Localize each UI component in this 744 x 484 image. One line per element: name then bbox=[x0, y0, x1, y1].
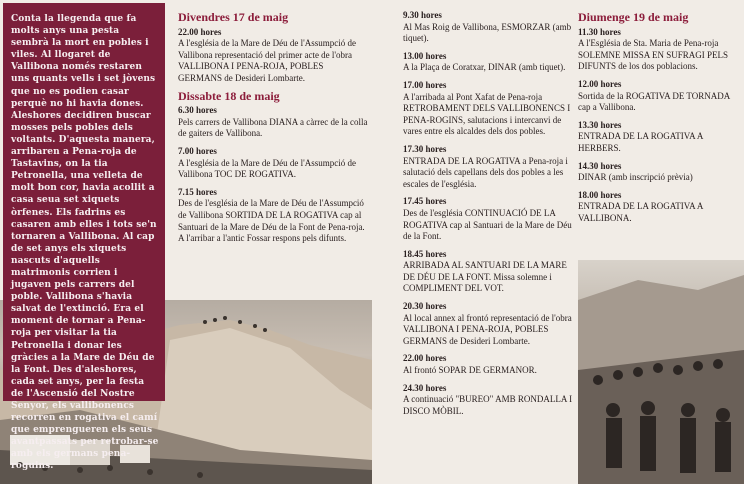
entry-text: A l'Església de Sta. Maria de Pena-roja SOLEMNE MISSA EN SUFRAGI PELS DIFUNTS de los dos poblacions. bbox=[578, 38, 729, 72]
entry-hour: 12.00 hores bbox=[578, 78, 622, 89]
schedule-entry bbox=[403, 196, 573, 242]
schedule-entry bbox=[178, 105, 368, 140]
entry-hour: 9.30 hores bbox=[403, 10, 442, 20]
program-column-3 bbox=[578, 12, 744, 231]
entry-hour: 17.00 hores bbox=[403, 79, 447, 90]
entry-hour: 18.00 hores bbox=[578, 189, 622, 200]
entry-text: A la Plaça de Coratxar, DINAR (amb tiquet). bbox=[403, 62, 566, 73]
entry-hour: 17.30 hores bbox=[403, 143, 447, 154]
schedule-entry bbox=[403, 301, 573, 347]
entry-hour: 13.30 hores bbox=[578, 119, 622, 130]
entry-text: A l'arribada al Pont Xafat de Pena-roja RETROBAMENT DELS VALLIBONENCS I PENA-ROGINS, salutacions i intercanvi de vares entre els alcaldes dels dos pobles. bbox=[403, 91, 571, 137]
entry-text: ARRIBADA AL SANTUARI DE LA MARE DE DÉU DE LA FONT. Missa solemne i COMPLIMENT DEL VOT. bbox=[403, 260, 567, 294]
schedule-entry bbox=[578, 120, 744, 155]
schedule-entry bbox=[178, 187, 368, 245]
entry-hour: 7.00 hores bbox=[178, 145, 217, 156]
entry-hour: 11.30 hores bbox=[578, 26, 621, 37]
entry-text: Pels carrers de Vallibona DIANA a càrrec de la colla de gaiters de Vallibona. bbox=[178, 116, 368, 139]
schedule-entry bbox=[403, 353, 573, 376]
entry-hour: 14.30 hores bbox=[578, 160, 622, 171]
entry-text: Des de l'església CONTINUACIÓ DE LA ROGATIVA cap al Santuari de la Mare de Déu de la Font. bbox=[403, 207, 572, 242]
day-section bbox=[178, 12, 368, 85]
schedule-entry bbox=[178, 27, 368, 85]
schedule-entry bbox=[403, 249, 573, 295]
schedule-entry bbox=[403, 80, 573, 138]
entry-hour: 13.00 hores bbox=[403, 50, 447, 61]
entry-text: Al frontó SOPAR DE GERMANOR. bbox=[403, 365, 537, 376]
entry-text: ENTRADA DE LA ROGATIVA a Pena-roja i salutació dels capellans dels dos pobles a les escales de l'església. bbox=[403, 155, 568, 189]
entry-text: A l'església de la Mare de Déu de l'Assumpció de Vallibona representació del primer acte de l'obra VALLIBONA I PENA-ROJA, POBLES GERMANS de Desideri Lombarte. bbox=[178, 38, 356, 83]
entry-text: Sortida de la ROGATIVA DE TORNADA cap a Vallibona. bbox=[578, 90, 730, 113]
schedule-entry bbox=[578, 27, 744, 73]
schedule-entry bbox=[578, 161, 744, 184]
entry-text: A l'església de la Mare de Déu de l'Assumpció de Vallibona TOC DE ROGATIVA. bbox=[178, 157, 356, 180]
legend-text-box bbox=[3, 3, 165, 472]
schedule-entry bbox=[403, 383, 573, 418]
day-title: Dissabte 18 de maig bbox=[178, 88, 280, 103]
entry-text: ENTRADA DE LA ROGATIVA A HERBERS. bbox=[578, 131, 703, 153]
entry-hour: 22.00 hores bbox=[178, 26, 222, 37]
program-column-2 bbox=[403, 10, 573, 423]
day-section bbox=[178, 88, 368, 245]
schedule-entry bbox=[403, 144, 573, 190]
entry-hour: 22.00 hores bbox=[403, 353, 447, 364]
procession-illustration bbox=[578, 260, 744, 484]
entry-hour: 20.30 hores bbox=[403, 301, 447, 312]
day-title: Divendres 17 de maig bbox=[178, 10, 289, 24]
schedule-entry bbox=[403, 51, 573, 74]
entry-hour: 17.45 hores bbox=[403, 196, 447, 207]
entry-hour: 7.15 hores bbox=[178, 186, 217, 197]
schedule-entry bbox=[403, 10, 573, 45]
entry-hour: 18.45 hores bbox=[403, 248, 447, 259]
procession-photo bbox=[578, 260, 744, 484]
entry-text: DINAR (amb inscripció prèvia) bbox=[578, 172, 693, 183]
program-column-1 bbox=[178, 12, 368, 251]
schedule-entry bbox=[578, 79, 744, 114]
entry-text: Al local annex al frontó representació de l'obra VALLIBONA I PENA-ROJA, POBLES GERMANS de Desideri Lombarte. bbox=[403, 312, 572, 346]
entry-text: Des de l'església de la Mare de Déu de l'Assumpció de Vallibona SORTIDA DE LA ROGATIVA cap al Santuari de la Mare de Déu de la Font de Pena-roja. A l'arribar a l'antic Fossar respons pels difunts. bbox=[178, 198, 365, 244]
schedule-entry bbox=[578, 190, 744, 225]
legend-text: Conta la llegenda que fa molts anys una pesta sembrà la mort en pobles i viles. Al llogaret de Vallibona només restaren uns quants vells i set jòvens que no es podien casar perquè no hi havia dones. Aleshores decidiren buscar mosses pels pobles dels voltants. D'aquesta manera, arribaren a Pena-roja de Tastavins, on la tia Petronella, una velleta de molt bon cor, havia acollit a casa seua set xiquets òrfenes. Els fadrins es casaren amb elles i tots se'n tornaren a Vallibona. Al cap de set anys els xiquets nascuts d'aquells matrimonis corrien i jugaven pels carrers del poble. Vallibona s'havia salvat de l'extinció. Era el moment de tornar a Pena-roja per visitar la tia Petronella i donar les gràcies a la Mare de Déu de la Font. Des d'aleshores, cada set anys, per la festa de l'Ascensió del Nostre Senyor, els vallibonencs recorren en rogativa el camí que emprengueren els seus avantpassats per retrobar-se amb els germans pena-roguins. bbox=[11, 14, 159, 472]
entry-text: A continuació "BUREO" AMB RONDALLA I DISCO MÒBIL. bbox=[403, 394, 573, 416]
entry-hour: 6.30 hores bbox=[178, 105, 217, 116]
entry-text: ENTRADA DE LA ROGATIVA A VALLIBONA. bbox=[578, 201, 703, 223]
schedule-entry bbox=[178, 146, 368, 181]
day-title: Diumenge 19 de maig bbox=[578, 10, 689, 24]
entry-hour: 24.30 hores bbox=[403, 382, 447, 393]
entry-text: Al Mas Roig de Vallibona, ESMORZAR (amb tiquet). bbox=[403, 21, 572, 44]
